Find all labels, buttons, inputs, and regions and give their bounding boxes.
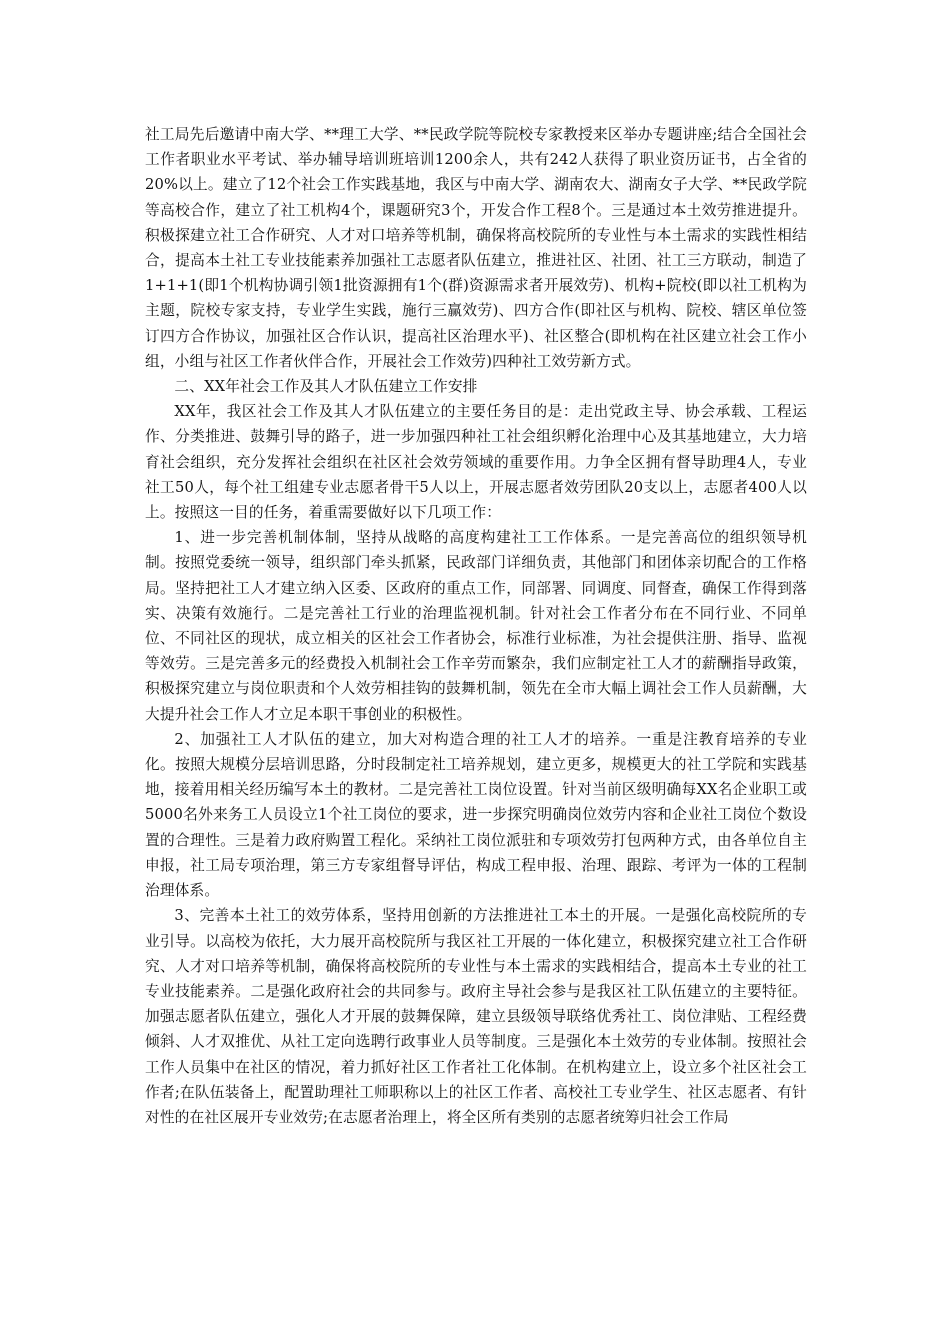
paragraph-item-3: 3、完善本土社工的效劳体系，坚持用创新的方法推进社工本土的开展。一是强化高校院所的专业引导。以高校为依托，大力展开高校院所与我区社工开展的一体化建立，积极探究建立社工合作研究、人才对口培养等机制，确保将高校院所的专业性与本土需求的实践相结合，提高本土专业的社工专业技能素养。二是强化政府社会的共同参与。政府主导社会参与是我区社工队伍建立的主要特征。加强志愿者队伍建立，强化人才开展的鼓舞保障，建立县级领导联络优秀社工、岗位津贴、工程经费倾斜、人才双推优、从社工定向选聘行政事业人员等制度。三是强化本土效劳的专业体制。按照社会工作人员集中在社区的情况，着力抓好社区工作者社工化体制。在机构建立上，设立多个社区社会工作者;在队伍装备上，配置助理社工师职称以上的社区工作者、高校社工专业学生、社区志愿者、有针对性的在社区展开专业效劳;在志愿者治理上，将全区所有类别的志愿者统筹归社会工作局 — [145, 907, 807, 1126]
paragraph-goals: XX年，我区社会工作及其人才队伍建立的主要任务目的是：走出党政主导、协会承载、工程运作、分类推进、鼓舞引导的路子，进一步加强四种社工社会组织孵化治理中心及其基地建立，大力培育社会组织，充分发挥社会组织在社区社会效劳领域的重要作用。力争全区拥有督导助理4人，专业社工50人，每个社工组建专业志愿者骨干5人以上，开展志愿者效劳团队20支以上，志愿者400人以上。按照这一目的任务，着重需要做好以下几项工作： — [145, 403, 807, 522]
document-body — [145, 122, 807, 1130]
section-heading: 二、XX年社会工作及其人才队伍建立工作安排 — [174, 378, 478, 396]
paragraph-continuation: 社工局先后邀请中南大学、**理工大学、**民政学院等院校专家教授来区举办专题讲座;结合全国社会工作者职业水平考试、举办辅导培训班培训1200余人，共有242人获得了职业资历证书，占全省的20%以上。建立了12个社会工作实践基地，我区与中南大学、湖南农大、湖南女子大学、**民政学院等高校合作，建立了社工机构4个，课题研究3个，开发合作工程8个。三是通过本土效劳推进提升。积极探建立社工合作研究、人才对口培养等机制，确保将高校院所的专业性与本土需求的实践性相结合，提高本土社工专业技能素养加强社工志愿者队伍建立，推进社区、社团、社工三方联动，制造了1+1+1(即1个机构协调引领1批资源拥有1个(群)资源需求者开展效劳)、机构+院校(即以社工机构为主题，院校专家支持，专业学生实践，施行三赢效劳)、四方合作(即社区与机构、院校、辖区单位签订四方合作协议，加强社区合作认识，提高社区治理水平)、社区整合(即机构在社区建立社会工作小组，小组与社区工作者伙伴合作，开展社会工作效劳)四种社工效劳新方式。 — [145, 126, 807, 370]
paragraph-item-2: 2、加强社工人才队伍的建立，加大对构造合理的社工人才的培养。一重是注教育培养的专业化。按照大规模分层培训思路，分时段制定社工培养规划，建立更多，规模更大的社工学院和实践基地，接着用相关经历编写本土的教材。二是完善社工岗位设置。针对当前区级明确每XX名企业职工或5000名外来务工人员设立1个社工岗位的要求，进一步探究明确岗位效劳内容和企业社工岗位个数设置的合理性。三是着力政府购置工程化。采纳社工岗位派驻和专项效劳打包两种方式，由各单位自主申报，社工局专项治理，第三方专家组督导评估，构成工程申报、治理、跟踪、考评为一体的工程制治理体系。 — [145, 730, 807, 900]
paragraph-item-1: 1、进一步完善机制体制，坚持从战略的高度构建社工工作体系。一是完善高位的组织领导机制。按照党委统一领导，组织部门牵头抓紧，民政部门详细负责，其他部门和团体亲切配合的工作格局。坚持把社工人才建立纳入区委、区政府的重点工作，同部署、同调度、同督查，确保工作得到落实、决策有效施行。二是完善社工行业的治理监视机制。针对社会工作者分布在不同行业、不同单位、不同社区的现状，成立相关的区社会工作者协会，标准行业标准，为社会提供注册、指导、监视等效劳。三是完善多元的经费投入机制社会工作辛劳而繁杂，我们应制定社工人才的薪酬指导政策，积极探究建立与岗位职责和个人效劳相挂钩的鼓舞机制，领先在全市大幅上调社会工作人员薪酬，大大提升社会工作人才立足本职干事创业的积极性。 — [145, 529, 807, 723]
